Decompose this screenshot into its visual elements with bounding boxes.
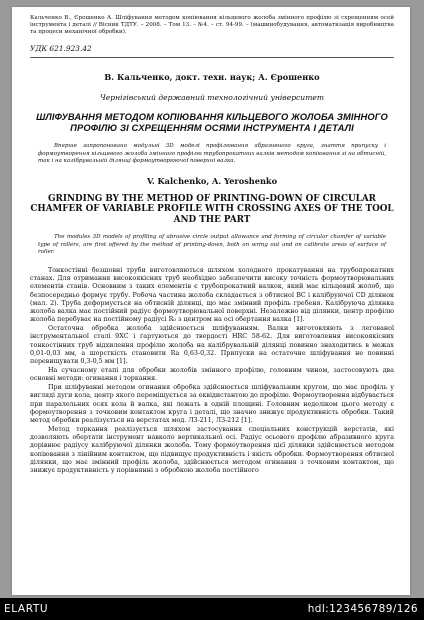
authors-en: V. Kalchenko, A. Yeroshenko [146, 175, 278, 186]
body-text [30, 267, 394, 476]
abstract-en: The modules 3D models of profiling of abrasive circle output allowance and forming of circular chamfer of variable type of rollers, are first offered by the method of printing-down, both on wring out and on calibrate areas of surface of roller. [38, 234, 386, 256]
repository-label: ELARTU [4, 603, 49, 615]
abstract-ua: Вперше запропоновано модульні 3D моделі профілювання абразивного круга, знаття припуску і формоутворення кільцевого жолоба змінного профілю трубопрокатних валків методом копіювання зі на обтисній, так і на калібрувальній ділянці формоутворюючої поверхні валка. [38, 143, 386, 165]
document-page [12, 7, 410, 595]
title-en: GRINDING BY THE METHOD OF PRINTING-DOWN OF CIRCULAR CHAMFER OF VARIABLE PROFILE WITH CROSSING AXES OF THE TOOL AND THE PART [30, 193, 394, 225]
body-paragraph: Метод торкання реалізується шляхом застосування спеціальних конструкцій верстатів, які дозволяють обертати інструмент навколо вертикальної осі. Радіус осьового профілю абразивного круга дорівнює радіусу калібруючої ділянки жолоба. Тому формоутворення цієї ділянки здійснюється методом копіювання з лінійним контактом, що підвищує продуктивність і якість обробки. Формоутворення обтисної ділянки, що має змінний профіль жолоба, здійснюється методом огинання з точковим контактом, що знижує продуктивність у порівнянні з обробкою жолоба постійного [30, 425, 394, 475]
udk-code: УДК 621.923.42 [30, 44, 92, 53]
citation-header: Кальченко В., Єрошенко А. Шліфування методом копіювання кільцевого жолоба змінного профілю зі схрещенням осей інструмента і деталі // Вісник ТДТУ. – 2008. – Том 13. – №4. – ст. 94-99. – (машинобудування, автоматизація виробництва та процеси механічної обробки). [30, 15, 394, 35]
page-content [30, 15, 394, 476]
authors-ua: В. Кальченко, докт. техн. наук; А. Єрошенко [104, 72, 320, 82]
affiliation: Чернігівський державний технологічний університет [99, 93, 325, 102]
header-rule [30, 57, 394, 58]
viewer-footer-bar [0, 598, 424, 620]
title-ua: ШЛІФУВАННЯ МЕТОДОМ КОПІЮВАННЯ КІЛЬЦЕВОГО ЖОЛОБА ЗМІННОГО ПРОФІЛЮ ЗІ СХРЕЩЕННЯМ ОСЯМИ ІНСТРУМЕНТА І ДЕТАЛІ [36, 111, 388, 134]
body-paragraph: При шліфуванні методом огинання обробка здійснюється шліфувальним кругом, що має профіль у вигляді дуги кола, центр якого переміщується за еквідистантою до профілю. Формоутворення відбувається при паралельних осях кола й валка, які лежать в одній площині. Головним недоліком цього методу є формоутворення з точковим контактом круга і деталі, що значно знижує продуктивність обробки. Такий метод обробки реалізується на верстатах мод. ЛЗ-211, ЛЗ-212 [1]. [30, 383, 394, 425]
body-paragraph: На сучасному етапі для обробки жолобів змінного профілю, головним чином, застосовують два основні методи: огинання і торкання. [30, 366, 394, 383]
body-paragraph: Остаточна обробка жолоба здійснюється шліфуванням. Валки виготовляють з легованої інструментальної сталі 9ХС і гартуються до твердості HRC 58-62. Для виготовлення високоякісних тонкостінних труб відхилення профілю жолоба на калібрувальній ділянці повинно знаходитись в межах 0,01-0,03 мм, а шорсткість становити Ra 0,63-0,32. Припуски на остаточне шліфування не повинні перевищувати 0,3-0,5 мм [1]. [30, 325, 394, 366]
handle-link[interactable]: hdl:123456789/126 [307, 603, 418, 615]
body-paragraph: Тонкостінні безшовні труби виготовляються шляхом холодного прокатування на трубопрокатних станах. Для отримання високоякісних труб необхідно забезпечити високу точність формоутворювальних елементів станів. Основним з таких елементів є трубопрокатний валкок, який має кільцевий жолоб, що безпосередньо формує трубу. Робоча частина жолоба складається з обтисної ВС і калібруючої CD ділянок (мал. 2). Труба деформується на обтисній ділянці, що має змінний профіль гребеня. Калібруюча ділянка жолоба валка має постійний радіус формоутворювальної поверхні. Незалежно від ділянки, центр профілю жолоба перебуває на постійному радіусі R₀ з центром на осі обертання валка [1]. [30, 266, 394, 324]
